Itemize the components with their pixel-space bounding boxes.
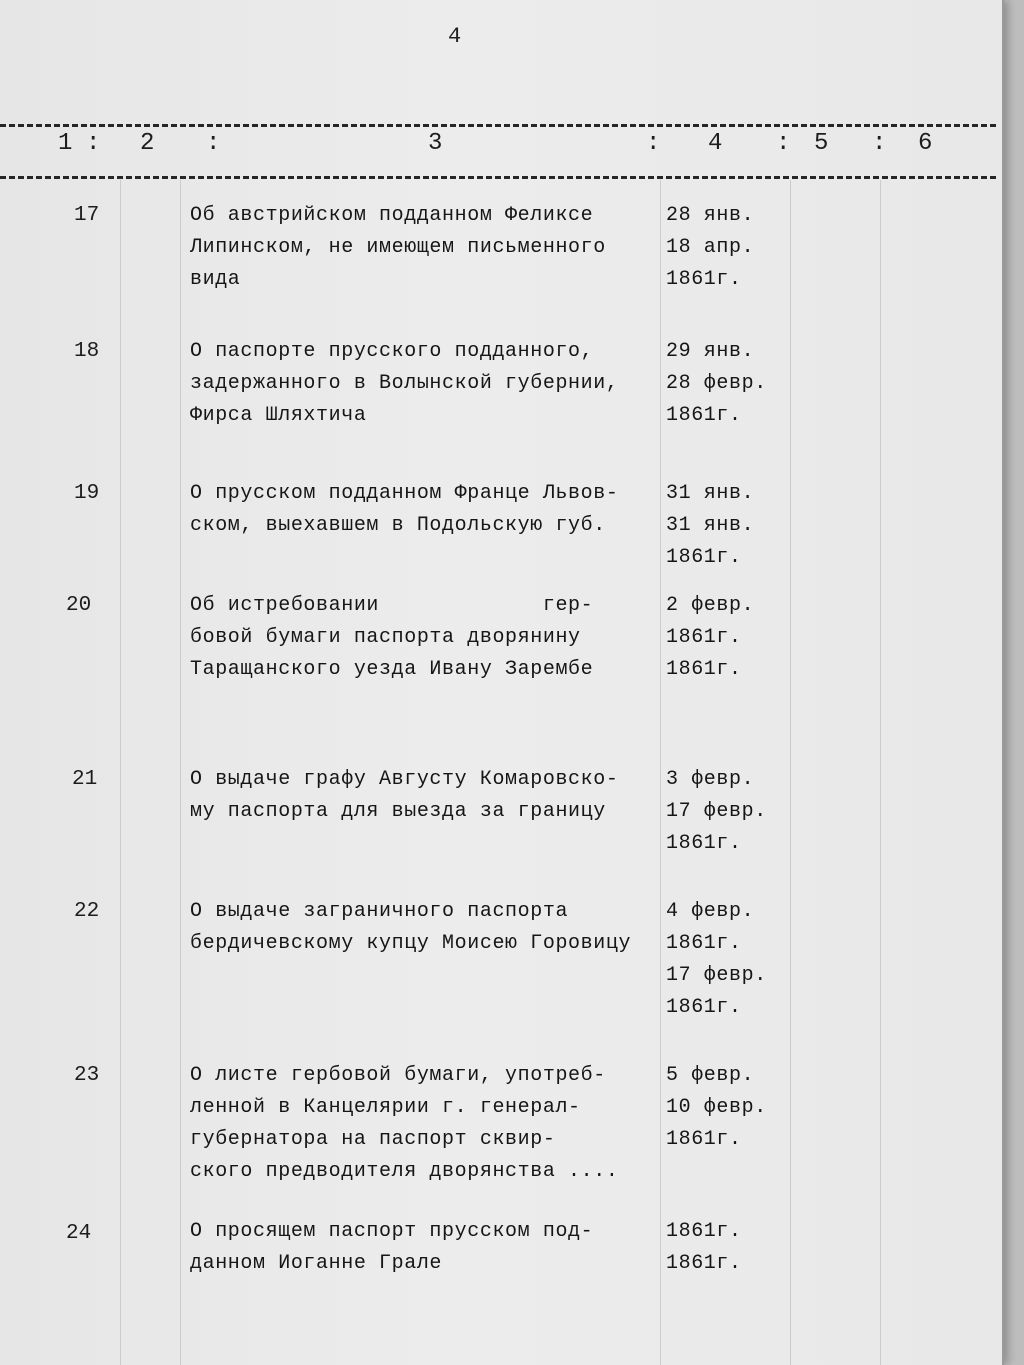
date-line: 31 янв. bbox=[666, 482, 755, 505]
description-line: му паспорта для выезда за границу bbox=[190, 800, 606, 823]
row-description bbox=[190, 764, 660, 828]
column-separator: : bbox=[86, 130, 101, 157]
date-line: 1861г. bbox=[666, 832, 742, 855]
row-description bbox=[190, 590, 660, 686]
date-line: 1861г. bbox=[666, 1220, 742, 1243]
description-line: губернатора на паспорт сквир- bbox=[190, 1128, 556, 1151]
description-line: О паспорте прусского подданного, bbox=[190, 340, 594, 363]
description-line: Фирса Шляхтича bbox=[190, 404, 367, 427]
row-dates bbox=[666, 764, 776, 860]
description-line: бердичевскому купцу Моисею Горовицу bbox=[190, 932, 632, 955]
description-line: бовой бумаги паспорта дворянину bbox=[190, 626, 581, 649]
column-separator: : bbox=[206, 130, 221, 157]
description-line: ленной в Канцелярии г. генерал- bbox=[190, 1096, 581, 1119]
description-line: Липинском, не имеющем письменного bbox=[190, 236, 606, 259]
date-line: 10 февр. bbox=[666, 1096, 767, 1119]
page-edge-shadow bbox=[1002, 0, 1024, 1365]
description-line: О выдаче графу Августу Комаровско- bbox=[190, 768, 619, 791]
column-6-header: 6 bbox=[918, 130, 933, 157]
row-dates bbox=[666, 1216, 776, 1280]
description-line: вида bbox=[190, 268, 241, 291]
column-guide-line bbox=[180, 180, 181, 1365]
header-rule-top bbox=[0, 124, 996, 127]
description-line: Об австрийском подданном Феликсе bbox=[190, 204, 594, 227]
description-line: задержанного в Волынской губернии, bbox=[190, 372, 619, 395]
date-line: 5 февр. bbox=[666, 1064, 755, 1087]
date-line: 1861г. bbox=[666, 626, 742, 649]
column-3-header: 3 bbox=[428, 130, 443, 157]
date-line: 3 февр. bbox=[666, 768, 755, 791]
description-line: ском, выехавшем в Подольскую губ. bbox=[190, 514, 606, 537]
date-line: 1861г. bbox=[666, 1128, 742, 1151]
row-description bbox=[190, 896, 660, 960]
column-guide-line bbox=[660, 180, 661, 1365]
date-line: 4 февр. bbox=[666, 900, 755, 923]
header-rule-bottom bbox=[0, 176, 996, 179]
row-dates bbox=[666, 590, 776, 686]
description-line: Об истребовании гер- bbox=[190, 594, 594, 617]
column-1-header: 1 bbox=[58, 130, 73, 157]
row-number: 24 bbox=[66, 1222, 92, 1245]
row-number: 21 bbox=[72, 768, 98, 791]
row-number: 22 bbox=[74, 900, 100, 923]
column-separator: : bbox=[776, 130, 791, 157]
row-description bbox=[190, 478, 660, 542]
row-description bbox=[190, 336, 660, 432]
date-line: 2 февр. bbox=[666, 594, 755, 617]
date-line: 1861г. bbox=[666, 658, 742, 681]
row-number: 18 bbox=[74, 340, 100, 363]
row-dates bbox=[666, 896, 776, 1024]
row-number: 19 bbox=[74, 482, 100, 505]
date-line: 17 февр. bbox=[666, 800, 767, 823]
row-dates bbox=[666, 1060, 776, 1156]
row-description bbox=[190, 200, 660, 296]
description-line: ского предводителя дворянства .... bbox=[190, 1160, 619, 1183]
column-header-row bbox=[0, 130, 1000, 170]
row-dates bbox=[666, 200, 776, 296]
column-separator: : bbox=[872, 130, 887, 157]
date-line: 29 янв. bbox=[666, 340, 755, 363]
date-line: 17 февр. bbox=[666, 964, 767, 987]
column-2-header: 2 bbox=[140, 130, 155, 157]
page-number: 4 bbox=[448, 24, 462, 49]
description-line: О выдаче заграничного паспорта bbox=[190, 900, 569, 923]
date-line: 1861г. bbox=[666, 996, 742, 1019]
row-description bbox=[190, 1216, 660, 1280]
column-separator: : bbox=[646, 130, 661, 157]
row-dates bbox=[666, 478, 776, 574]
row-number: 23 bbox=[74, 1064, 100, 1087]
row-number: 17 bbox=[74, 204, 100, 227]
column-guide-line bbox=[120, 180, 121, 1365]
date-line: 1861г. bbox=[666, 546, 742, 569]
description-line: О прусском подданном Франце Львов- bbox=[190, 482, 619, 505]
date-line: 28 февр. bbox=[666, 372, 767, 395]
row-number: 20 bbox=[66, 594, 92, 617]
description-line: О листе гербовой бумаги, употреб- bbox=[190, 1064, 606, 1087]
column-guide-line bbox=[790, 180, 791, 1365]
column-5-header: 5 bbox=[814, 130, 829, 157]
description-line: Таращанского уезда Ивану Зарембе bbox=[190, 658, 594, 681]
date-line: 18 апр. bbox=[666, 236, 755, 259]
row-dates bbox=[666, 336, 776, 432]
description-line: О просящем паспорт прусском под- bbox=[190, 1220, 594, 1243]
date-line: 1861г. bbox=[666, 404, 742, 427]
row-description bbox=[190, 1060, 660, 1188]
date-line: 28 янв. bbox=[666, 204, 755, 227]
date-line: 1861г. bbox=[666, 932, 742, 955]
date-line: 1861г. bbox=[666, 1252, 742, 1275]
column-guide-line bbox=[880, 180, 881, 1365]
date-line: 31 янв. bbox=[666, 514, 755, 537]
description-line: данном Иоганне Грале bbox=[190, 1252, 443, 1275]
date-line: 1861г. bbox=[666, 268, 742, 291]
column-4-header: 4 bbox=[708, 130, 723, 157]
